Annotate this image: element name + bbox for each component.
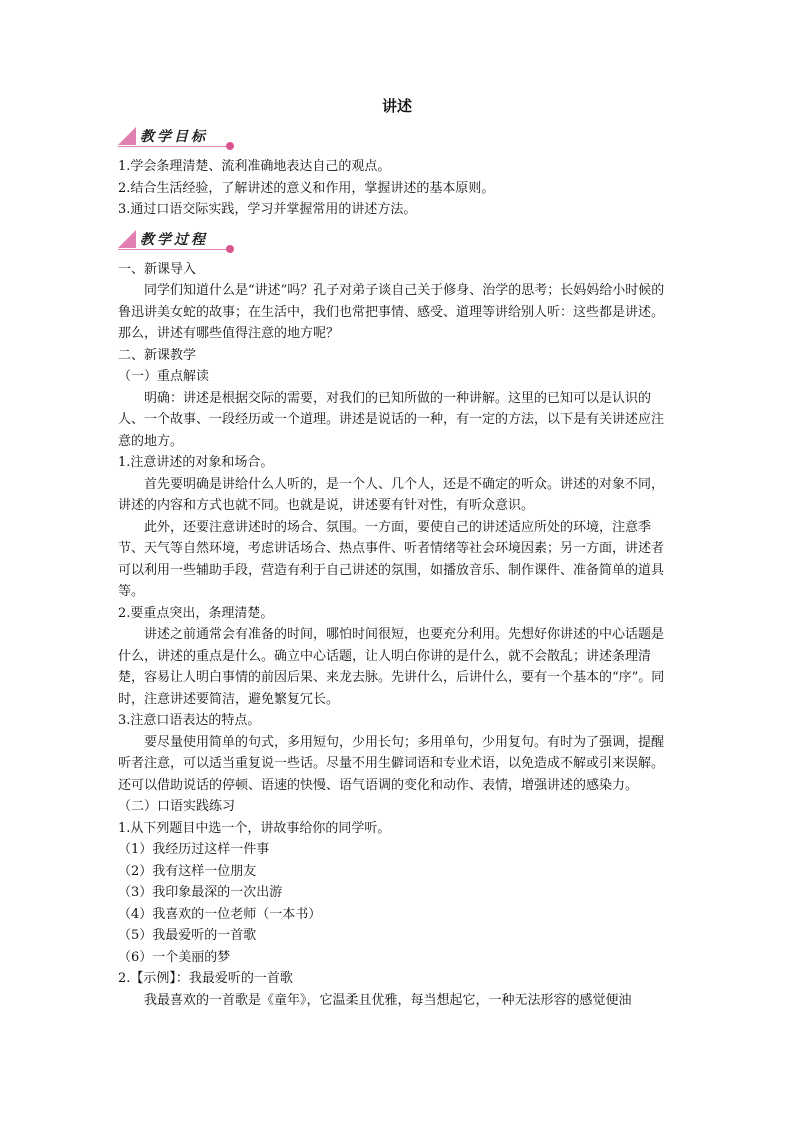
topic-item: （1）我经历过这样一件事	[118, 842, 270, 857]
section-heading-label: 教学目标	[140, 129, 208, 145]
paragraph: 首先要明确是讲给什么人听的，是一个人、几个人，还是不确定的听众。讲述的对象不同，讲述的内容和方式也就不同。也就是说，讲述要有针对性，有听众意识。	[118, 476, 665, 513]
point-title: 1.注意讲述的对象和场合。	[118, 455, 274, 470]
paragraph: 我最喜欢的一首歌是《童年》，它温柔且优雅，每当想起它，一种无法形容的感觉便油	[144, 992, 632, 1008]
exercise-title: 2.【示例】：我最爱听的一首歌	[118, 971, 293, 986]
objective-item: 2.结合生活经验，了解讲述的意义和作用，掌握讲述的基本原则。	[118, 180, 495, 196]
heading-dot-decoration	[226, 142, 234, 150]
part-title: 二、新课教学	[118, 347, 197, 363]
paragraph: 此外，还要注意讲述时的场合、氛围。一方面，要使自己的讲述适应所处的环境，注意季节、天气等自然环境，考虑讲话场合、热点事件、听者情绪等社会环境因素；另一方面，讲述者可以利用一些辅助手段，营造有利于自己讲述的氛围，如播放音乐、制作课件、准备简单的道具等。	[118, 519, 665, 599]
section-heading-objectives	[118, 124, 676, 150]
paragraph: 明确：讲述是根据交际的需要，对我们的已知所做的一种讲解。这里的已知可以是认识的人、一个故事、一段经历或一个道理。讲述是说话的一种，有一定的方法，以下是有关讲述应注意的地方。	[118, 390, 665, 449]
topic-item: （4）我喜欢的一位老师（一本书）	[118, 906, 322, 922]
section-heading-label: 教学过程	[140, 231, 208, 248]
part-title: 一、新课导入	[118, 261, 197, 277]
point-title: 2.要重点突出，条理清楚。	[118, 605, 274, 621]
section-heading-process	[118, 227, 676, 253]
heading-underline	[118, 249, 228, 250]
subsection-title: （二）口语实践练习	[118, 799, 236, 814]
objective-item: 3.通过口语交际实践，学习并掌握常用的讲述方法。	[118, 202, 417, 217]
objective-item: 1.学会条理清楚、流利准确地表达自己的观点。	[118, 159, 391, 174]
heading-underline	[118, 146, 228, 147]
heading-dot-decoration	[226, 245, 234, 253]
document-page	[118, 96, 676, 1011]
topic-item: （3）我印象最深的一次出游	[118, 885, 283, 900]
point-title: 3.注意口语表达的特点。	[118, 713, 261, 728]
topic-item: （6）一个美丽的梦	[118, 949, 231, 965]
exercise-title: 1.从下列题目中选一个，讲故事给你的同学听。	[118, 820, 391, 836]
heading-triangle-decoration	[118, 230, 136, 248]
paragraph: 要尽量使用简单的句式，多用短句，少用长句；多用单句，少用复句。有时为了强调，提醒听者注意，可以适当重复说一些话。尽量不用生僻词语和专业术语，以免造成不解或引来误解。还可以借助说话的停顿、语速的快慢、语气语调的变化和动作、表情，增强讲述的感染力。	[118, 734, 665, 793]
topic-item: （2）我有这样一位朋友	[118, 863, 257, 879]
heading-triangle-decoration	[118, 127, 136, 145]
document-title: 讲述	[381, 97, 412, 115]
subsection-title: （一）重点解读	[118, 369, 210, 384]
paragraph: 讲述之前通常会有准备的时间，哪怕时间很短，也要充分利用。先想好你讲述的中心话题是什么，讲述的重点是什么。确立中心话题，让人明白你讲的是什么，就不会散乱；讲述条理清楚，容易让人明白事情的前因后果、来龙去脉。先讲什么，后讲什么，要有一个基本的“序”。同时，注意讲述要简洁，避免繁复冗长。	[118, 627, 665, 707]
topic-item: （5）我最爱听的一首歌	[118, 928, 257, 943]
paragraph: 同学们知道什么是“讲述”吗？孔子对弟子谈自己关于修身、治学的思考；长妈妈给小时候的鲁迅讲美女蛇的故事；在生活中，我们也常把事情、感受、道理等讲给别人听：这些都是讲述。那么，讲述有哪些值得注意的地方呢？	[118, 283, 665, 341]
